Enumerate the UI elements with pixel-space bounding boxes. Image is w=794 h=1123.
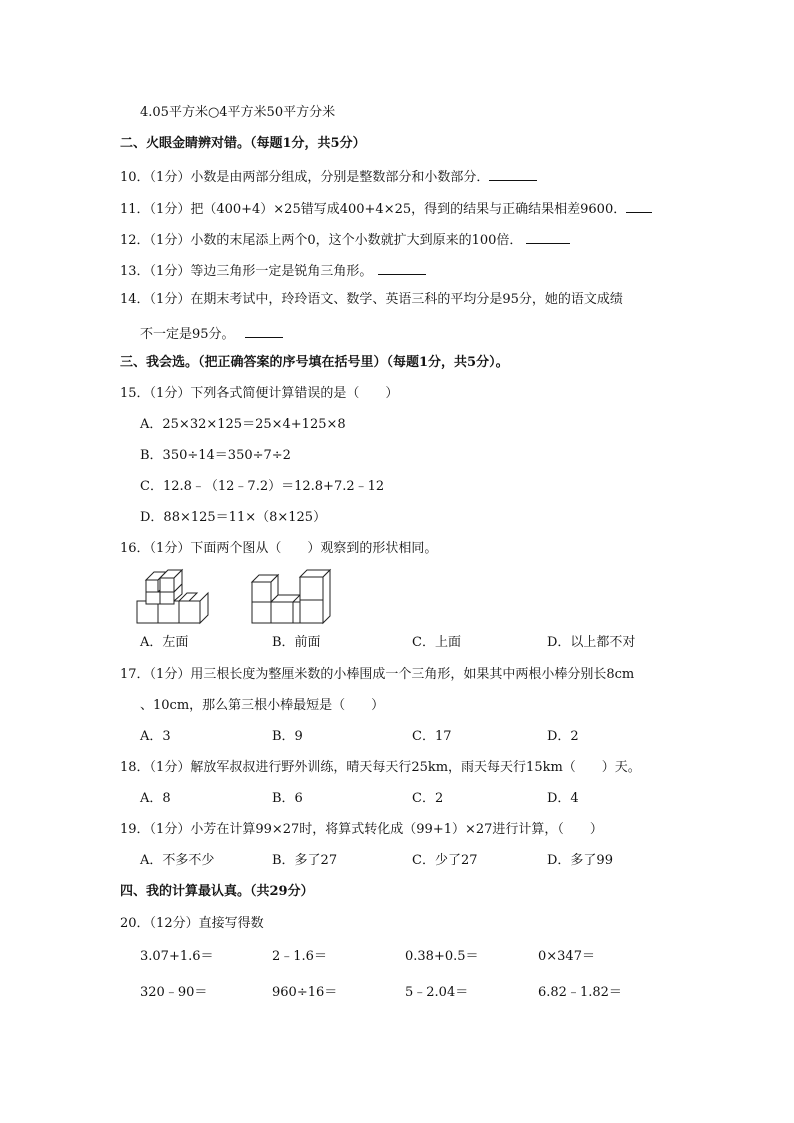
question-18-option-a[interactable]: A．8	[140, 791, 171, 806]
question-16-option-d[interactable]: D．以上都不对	[547, 635, 636, 650]
question-15-option-d[interactable]: D．88×125＝11×（8×125）	[140, 510, 327, 525]
question-20-stem: 20．（12分）直接写得数	[120, 916, 264, 931]
calc-item: 5﹣2.04＝	[405, 985, 469, 1000]
cube-figure-1	[136, 564, 212, 626]
question-14-line1: 14．（1分）在期末考试中，玲玲语文、数学、英语三科的平均分是95分，她的语文成绩	[120, 292, 623, 307]
question-16-option-b[interactable]: B．前面	[272, 635, 321, 650]
question-11	[120, 198, 652, 219]
question-11-text: 11．（1分）把（400+4）×25错写成400+4×25，得到的结果与正确结果相差9600．	[120, 202, 627, 217]
question-18-stem: 18．（1分）解放军叔叔进行野外训练，晴天每天行25km，雨天每天行15km（ ）天。	[120, 760, 641, 775]
question-17-stem-line2: 、10cm，那么第三根小棒最短是（ ）	[140, 698, 385, 713]
area-compare-line: 4.05平方米○4平方米50平方分米	[140, 105, 336, 120]
cube-figure-2	[250, 564, 334, 626]
question-17-option-b[interactable]: B．9	[272, 729, 303, 744]
calc-item: 0×347＝	[538, 949, 595, 964]
section-2-title: 二、火眼金睛辨对错。（每题1分，共5分）	[120, 136, 366, 151]
question-12-text: 12．（1分）小数的末尾添上两个0，这个小数就扩大到原来的100倍．	[120, 233, 523, 248]
answer-blank-13[interactable]	[378, 260, 426, 275]
question-19-option-a[interactable]: A．不多不少	[140, 853, 215, 868]
question-13-text: 13．（1分）等边三角形一定是锐角三角形。	[120, 264, 373, 279]
question-17-option-c[interactable]: C．17	[412, 729, 452, 744]
question-17-option-a[interactable]: A．3	[140, 729, 171, 744]
question-16-option-c[interactable]: C．上面	[412, 635, 461, 650]
answer-blank-11[interactable]	[626, 198, 652, 213]
calc-item: 0.38+0.5＝	[405, 949, 479, 964]
question-17-option-d[interactable]: D．2	[547, 729, 579, 744]
question-15-option-b[interactable]: B．350÷14＝350÷7÷2	[140, 448, 291, 463]
question-12	[120, 229, 570, 250]
question-16-option-a[interactable]: A．左面	[140, 635, 189, 650]
calc-item: 3.07+1.6＝	[140, 949, 214, 964]
question-18-option-b[interactable]: B．6	[272, 791, 303, 806]
question-14-line2	[140, 323, 283, 344]
question-15-stem: 15．（1分）下列各式简便计算错误的是（ ）	[120, 386, 399, 401]
question-19-stem: 19．（1分）小芳在计算99×27时，将算式转化成（99+1）×27进行计算，（ ）	[120, 822, 603, 837]
answer-blank-10[interactable]	[489, 166, 537, 181]
answer-blank-12[interactable]	[526, 229, 570, 244]
calc-item: 960÷16＝	[272, 985, 338, 1000]
answer-blank-14[interactable]	[245, 323, 283, 338]
question-10-text: 10．（1分）小数是由两部分组成，分别是整数部分和小数部分．	[120, 170, 490, 185]
question-19-option-d[interactable]: D．多了99	[547, 853, 613, 868]
section-3-title: 三、我会选。（把正确答案的序号填在括号里）（每题1分，共5分）。	[120, 355, 509, 370]
question-16-stem: 16．（1分）下面两个图从（ ）观察到的形状相同。	[120, 541, 438, 556]
calc-item: 320﹣90＝	[140, 985, 208, 1000]
question-18-option-c[interactable]: C．2	[412, 791, 444, 806]
question-19-option-c[interactable]: C．少了27	[412, 853, 478, 868]
question-14-text: 不一定是95分。	[140, 327, 235, 342]
question-10	[120, 166, 537, 187]
calc-item: 6.82﹣1.82＝	[538, 985, 622, 1000]
calc-item: 2﹣1.6＝	[272, 949, 327, 964]
question-19-option-b[interactable]: B．多了27	[272, 853, 338, 868]
question-15-option-a[interactable]: A．25×32×125＝25×4+125×8	[140, 417, 346, 432]
question-17-stem-line1: 17．（1分）用三根长度为整厘米数的小棒围成一个三角形，如果其中两根小棒分别长8cm	[120, 667, 635, 682]
section-4-title: 四、我的计算最认真。（共29分）	[120, 884, 314, 899]
question-18-option-d[interactable]: D．4	[547, 791, 579, 806]
question-15-option-c[interactable]: C．12.8﹣（12﹣7.2）＝12.8+7.2﹣12	[140, 479, 385, 494]
question-13	[120, 260, 426, 281]
